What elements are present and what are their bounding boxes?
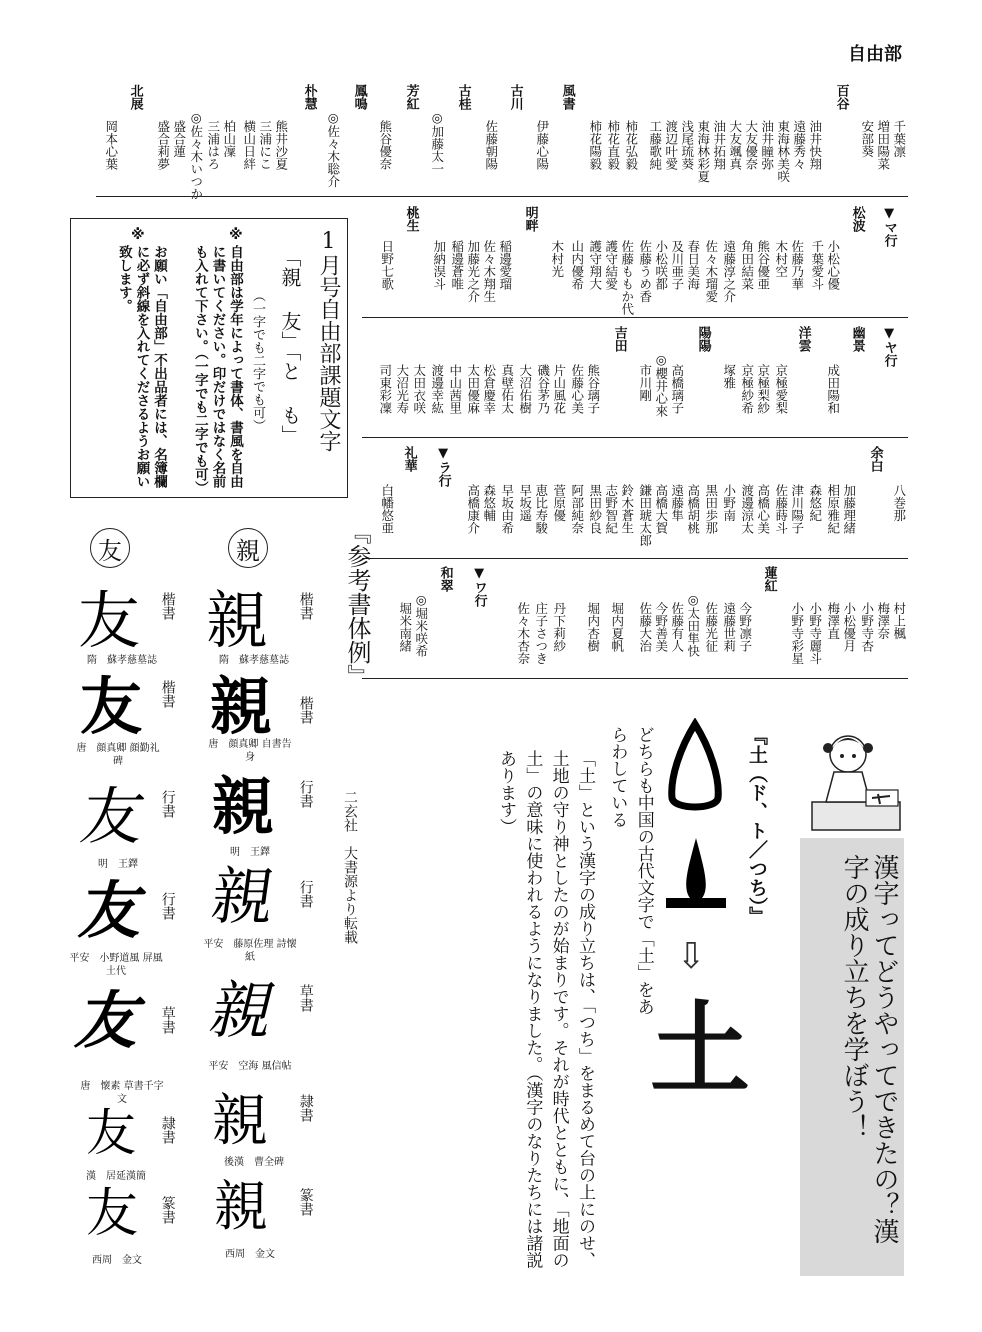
group-label: ▼マ行 (881, 206, 897, 247)
sample-glyph: 友 (78, 584, 141, 657)
source-caption: 平安 空海 風信帖 (208, 1061, 292, 1072)
sample-glyph: 親 (203, 974, 284, 1047)
group-label: 古川 (507, 84, 523, 110)
divider (362, 437, 908, 438)
member-name: 片山風花 (551, 364, 567, 414)
member-name: 白幡悠亜 (379, 484, 395, 534)
group-label: 蓮紅 (761, 566, 777, 592)
member-name: ◎堀米咲希 (413, 592, 429, 657)
member-name: 鈴木蒼生 (619, 484, 635, 534)
divider (362, 558, 908, 559)
member-name: 小松心優 (825, 240, 841, 290)
style-label: 隷書 (297, 1094, 314, 1122)
source-caption: 明 王鐸 (98, 859, 138, 870)
origin-heading: 『土（ド、ト／つち）』 (746, 726, 768, 926)
sample-glyph: 親 (214, 1175, 268, 1238)
sample-glyph: 親 (206, 584, 269, 657)
section-title: 自由部 (848, 44, 902, 65)
source-caption: 唐 顔真卿 顔勤礼碑 (76, 743, 160, 767)
member-name: 盛合莉夢 (155, 120, 171, 170)
sample-glyph: 友 (86, 1184, 139, 1244)
sample-glyph: 友 (86, 1105, 136, 1161)
style-label: 草書 (159, 1006, 176, 1034)
member-name: 加藤光之介 (465, 240, 481, 303)
member-name: 八巻那 (891, 484, 907, 522)
member-name: ◎太田隼快 (685, 592, 701, 657)
member-name: 伊藤心陽 (534, 120, 550, 170)
member-name: 堀米南緒 (397, 602, 413, 652)
member-name: 三浦にこ (257, 120, 273, 170)
style-label: 楷書 (159, 680, 176, 708)
modern-glyph: 土 (650, 991, 750, 1108)
group-label: 芳紅 (403, 84, 419, 110)
char-heading-shin: 親 (228, 528, 268, 568)
group-label: 鳳鳴 (351, 84, 367, 110)
member-name: 早坂由希 (499, 484, 515, 534)
member-name: 熊井沙夏 (273, 120, 289, 170)
style-label: 篆書 (297, 1188, 314, 1216)
reference-title: 『参考書体例』 (343, 520, 371, 688)
theme-rule-2: お願い「自由部」不出品者には、名簿欄に必ず斜線を入れてくださるようお願い致します。 (115, 245, 167, 488)
divider (362, 317, 908, 318)
member-name: 高橋璃子 (669, 364, 685, 414)
member-name: 東海林美咲 (775, 120, 791, 183)
source-caption: 後漢 曹全碑 (224, 1157, 284, 1168)
member-name: 工藤歌純 (647, 120, 663, 170)
group-label: 洋雲 (795, 326, 811, 352)
member-name: 油井瞳弥 (759, 120, 775, 170)
member-name: 横山日絆 (241, 120, 257, 170)
member-name: 柏山凜 (221, 120, 237, 158)
member-name: 及川亜子 (669, 240, 685, 290)
group-label: ▼ワ行 (471, 566, 487, 607)
member-name: 角田結菜 (739, 240, 755, 290)
member-name: 油井快翔 (807, 120, 823, 170)
member-name: 柿花弘毅 (623, 120, 639, 170)
member-name: 加納淏斗 (431, 240, 447, 290)
member-name: 今野善美 (653, 602, 669, 652)
member-name: 遠藤秀々 (791, 120, 807, 170)
sample-glyph: 友 (69, 984, 153, 1057)
group-label: 松波 (849, 206, 865, 232)
style-label: 楷書 (159, 592, 176, 620)
member-name: 森悠紀 (807, 484, 823, 522)
source-caption: 唐 顔真卿 自書告身 (208, 739, 292, 763)
sample-glyph: 親 (210, 670, 273, 743)
member-name: 護守翔大 (587, 240, 603, 290)
member-name: 黒田紗良 (587, 484, 603, 534)
member-name: 庄子さつき (533, 602, 549, 665)
source-caption: 唐 懐素 草書千字文 (80, 1081, 164, 1105)
style-label: 行書 (159, 790, 176, 818)
member-name: 京極愛梨 (773, 364, 789, 414)
member-name: 遠藤隼 (669, 484, 685, 522)
member-name: 木村空 (773, 240, 789, 278)
member-name: 大沼光寿 (394, 364, 410, 414)
member-name: 村上楓 (891, 602, 907, 640)
member-name: 春日美海 (685, 240, 701, 290)
group-label: 明畔 (522, 206, 538, 232)
style-label: 隷書 (159, 1116, 176, 1144)
source-caption: 隋 蘇孝慈墓誌 (87, 655, 157, 666)
member-name: 稲邊蒼唯 (449, 240, 465, 290)
member-name: 稲邊愛瑠 (497, 240, 513, 290)
member-name: 佐藤蒔斗 (773, 484, 789, 534)
origin-paragraph-1: どちらも中国の古代文字で「土」をあらわしている (607, 726, 654, 1015)
reference-credit: 二玄社 大書源より転載 (342, 790, 358, 944)
member-name: 遠藤世莉 (721, 602, 737, 652)
style-label: 行書 (297, 780, 314, 808)
member-name: 渡邊涼太 (739, 484, 755, 534)
member-name: 千葉凛 (891, 120, 907, 158)
member-name: 高橋胡桃 (685, 484, 701, 534)
member-name: 熊谷璃子 (585, 364, 601, 414)
member-name: 柿花直毅 (605, 120, 621, 170)
member-name: 早坂遥 (517, 484, 533, 522)
member-name: 佐々木翔生 (481, 240, 497, 303)
group-label: 陽陽 (695, 326, 711, 352)
member-name: 太田優麻 (465, 364, 481, 414)
member-name: 司東彩凜 (377, 364, 393, 414)
member-name: 堀内杏樹 (585, 602, 601, 652)
sample-glyph: 親 (212, 770, 275, 843)
member-name: 松倉慶幸 (481, 364, 497, 414)
banner (800, 838, 904, 1276)
member-name: 菅原優 (551, 484, 567, 522)
member-name: 佐藤朝陽 (483, 120, 499, 170)
member-name: 木村光 (549, 240, 565, 278)
group-label: 風書 (559, 84, 575, 110)
member-name: 油井拓翔 (711, 120, 727, 170)
member-name: 佐藤有人 (669, 602, 685, 652)
sample-glyph: 友 (75, 780, 151, 853)
member-name: 森悠輔 (481, 484, 497, 522)
member-name: 堀内夏帆 (609, 602, 625, 652)
member-name: 梅澤直 (825, 602, 841, 640)
theme-title: 1月号自由部課題文字 (316, 229, 341, 452)
style-label: 楷書 (297, 696, 314, 724)
member-name: 大沼佑樹 (517, 364, 533, 414)
group-label: 礼華 (401, 446, 417, 472)
member-name: 市川剛 (637, 364, 653, 402)
member-name: 大友優奈 (743, 120, 759, 170)
group-label: 古桂 (455, 84, 471, 110)
member-name: 三浦はろ (205, 120, 221, 170)
divider (362, 678, 908, 679)
theme-chars: 「親 友」「と も」 (278, 247, 302, 445)
member-name: 津川陽子 (789, 484, 805, 534)
source-caption: 平安 小野道風 屏風土代 (69, 953, 163, 977)
group-label: 桃生 (403, 206, 419, 232)
member-name: 高橋康介 (465, 484, 481, 534)
member-name: 熊谷優亜 (755, 240, 771, 290)
note-mark: ※ (131, 227, 145, 243)
char-heading-yuu: 友 (90, 528, 130, 568)
sample-glyph: 友 (74, 874, 152, 947)
source-caption: 平安 藤原佐理 詩懐紙 (203, 939, 297, 963)
member-name: 小野寺杏 (859, 602, 875, 652)
style-label: 楷書 (297, 592, 314, 620)
member-name: 小松優月 (841, 602, 857, 652)
member-name: 護守結愛 (603, 240, 619, 290)
member-name: 岡本心葉 (103, 120, 119, 170)
member-name: 佐藤大治 (637, 602, 653, 652)
ancient-glyph-icon (660, 718, 730, 928)
member-name: 相原雅紀 (825, 484, 841, 534)
sample-glyph: 親 (212, 1091, 268, 1153)
origin-paragraph-2: 「土」という漢字の成り立ちは、「つち」をまるめて台の上にのせ、土地の守り神としたのが始まりです。それが時代とともに、「地面の土」の意味に使われるようになりました。（漢字のなりたちには諸説あります） (495, 750, 595, 1269)
member-name: 黒田歩那 (703, 484, 719, 534)
group-label: 朴慧 (301, 84, 317, 110)
member-name: 佐藤うめ香 (637, 240, 653, 303)
sample-glyph: 友 (80, 670, 143, 743)
member-name: ◎佐々木聡介 (325, 110, 341, 188)
member-name: 小野寺彩星 (789, 602, 805, 665)
member-name: 成田陽和 (825, 364, 841, 414)
member-name: 志野智紀 (603, 484, 619, 534)
source-caption: 隋 蘇孝慈墓誌 (219, 655, 289, 666)
member-name: 山内優希 (569, 240, 585, 290)
member-name: 渡辺叶愛 (663, 120, 679, 170)
group-label: ▼ヤ行 (881, 326, 897, 367)
member-name: 佐藤心美 (569, 364, 585, 414)
member-name: 磯谷茅乃 (535, 364, 551, 414)
group-label: 百谷 (833, 84, 849, 110)
style-label: 草書 (297, 984, 314, 1012)
member-name: 梅澤奈 (875, 602, 891, 640)
group-label: 北展 (127, 84, 143, 110)
member-name: 増田陽菜 (875, 120, 891, 170)
member-name: 阿部純奈 (569, 484, 585, 534)
divider (96, 196, 908, 197)
member-name: 柿花陽毅 (587, 120, 603, 170)
member-name: 佐藤光征 (703, 602, 719, 652)
member-name: 遠藤淳之介 (721, 240, 737, 303)
group-label: 和翠 (437, 566, 453, 592)
group-label: 吉田 (611, 326, 627, 352)
member-name: 安部葵 (859, 120, 875, 158)
member-name: 今野凛子 (737, 602, 753, 652)
member-name: 京極紗希 (739, 364, 755, 414)
member-name: 太田衣咲 (411, 364, 427, 414)
member-name: 高橋大賀 (653, 484, 669, 534)
student-illustration-icon (808, 718, 904, 834)
member-name: 小松咲都 (653, 240, 669, 290)
member-name: 千葉愛斗 (809, 240, 825, 290)
group-label: 余白 (867, 446, 883, 472)
member-name: 小野寺麗斗 (807, 602, 823, 665)
member-name: 渡邊幸紘 (429, 364, 445, 414)
member-name: 東海林彩夏 (695, 120, 711, 183)
note-mark: ※ (229, 227, 243, 243)
member-name: 真壁佑太 (499, 364, 515, 414)
theme-rule-1: 自由部は学年によって書体、書風を自由に書いてください。印だけではなく名前も入れて下さい。（一字でも二字でも可） (191, 245, 243, 495)
style-label: 篆書 (159, 1196, 176, 1224)
member-name: ◎加藤太一 (429, 110, 445, 175)
group-label: 幽景 (849, 326, 865, 352)
member-name: 熊谷優奈 (377, 120, 393, 170)
down-arrow-icon: ⇩ (676, 936, 707, 977)
member-name: 日野七歌 (379, 240, 395, 290)
source-caption: 漢 居延漢簡 (86, 1171, 146, 1182)
style-label: 行書 (297, 880, 314, 908)
member-name: 大友颯真 (727, 120, 743, 170)
member-name: 佐藤ももか代 (619, 240, 635, 315)
member-name: 盛合蓮 (171, 120, 187, 158)
group-label: ▼ラ行 (435, 446, 451, 487)
member-name: ◎佐々木いつか (188, 110, 204, 200)
member-name: 浅尾琉葵 (679, 120, 695, 170)
member-name: 高橋心美 (755, 484, 771, 534)
member-name: 鎌田琥太郎 (637, 484, 653, 547)
member-name: 京極梨紗 (755, 364, 771, 414)
source-caption: 西周 金文 (92, 1255, 142, 1266)
theme-note: （一字でも二字でも可） (250, 289, 265, 432)
member-name: 丹下莉紗 (551, 602, 567, 652)
member-name: 佐藤乃華 (789, 240, 805, 290)
member-name: ◎櫻井心來 (653, 352, 669, 417)
source-caption: 西周 金文 (225, 1249, 275, 1260)
member-name: 加藤理緒 (841, 484, 857, 534)
member-name: 塚雅 (721, 364, 737, 389)
member-name: 小野南 (721, 484, 737, 522)
member-name: 中山茜里 (447, 364, 463, 414)
banner-title: 漢字ってどうやってできたの？漢字の成り立ちを学ぼう！ (839, 854, 899, 1244)
theme-box (70, 218, 348, 498)
style-label: 行書 (159, 892, 176, 920)
sample-glyph: 親 (206, 860, 280, 933)
member-name: 佐々木杏奈 (515, 602, 531, 665)
source-caption: 明 王鐸 (230, 847, 270, 858)
member-name: 佐々木瑠愛 (703, 240, 719, 303)
member-name: 恵比寿駿 (533, 484, 549, 534)
